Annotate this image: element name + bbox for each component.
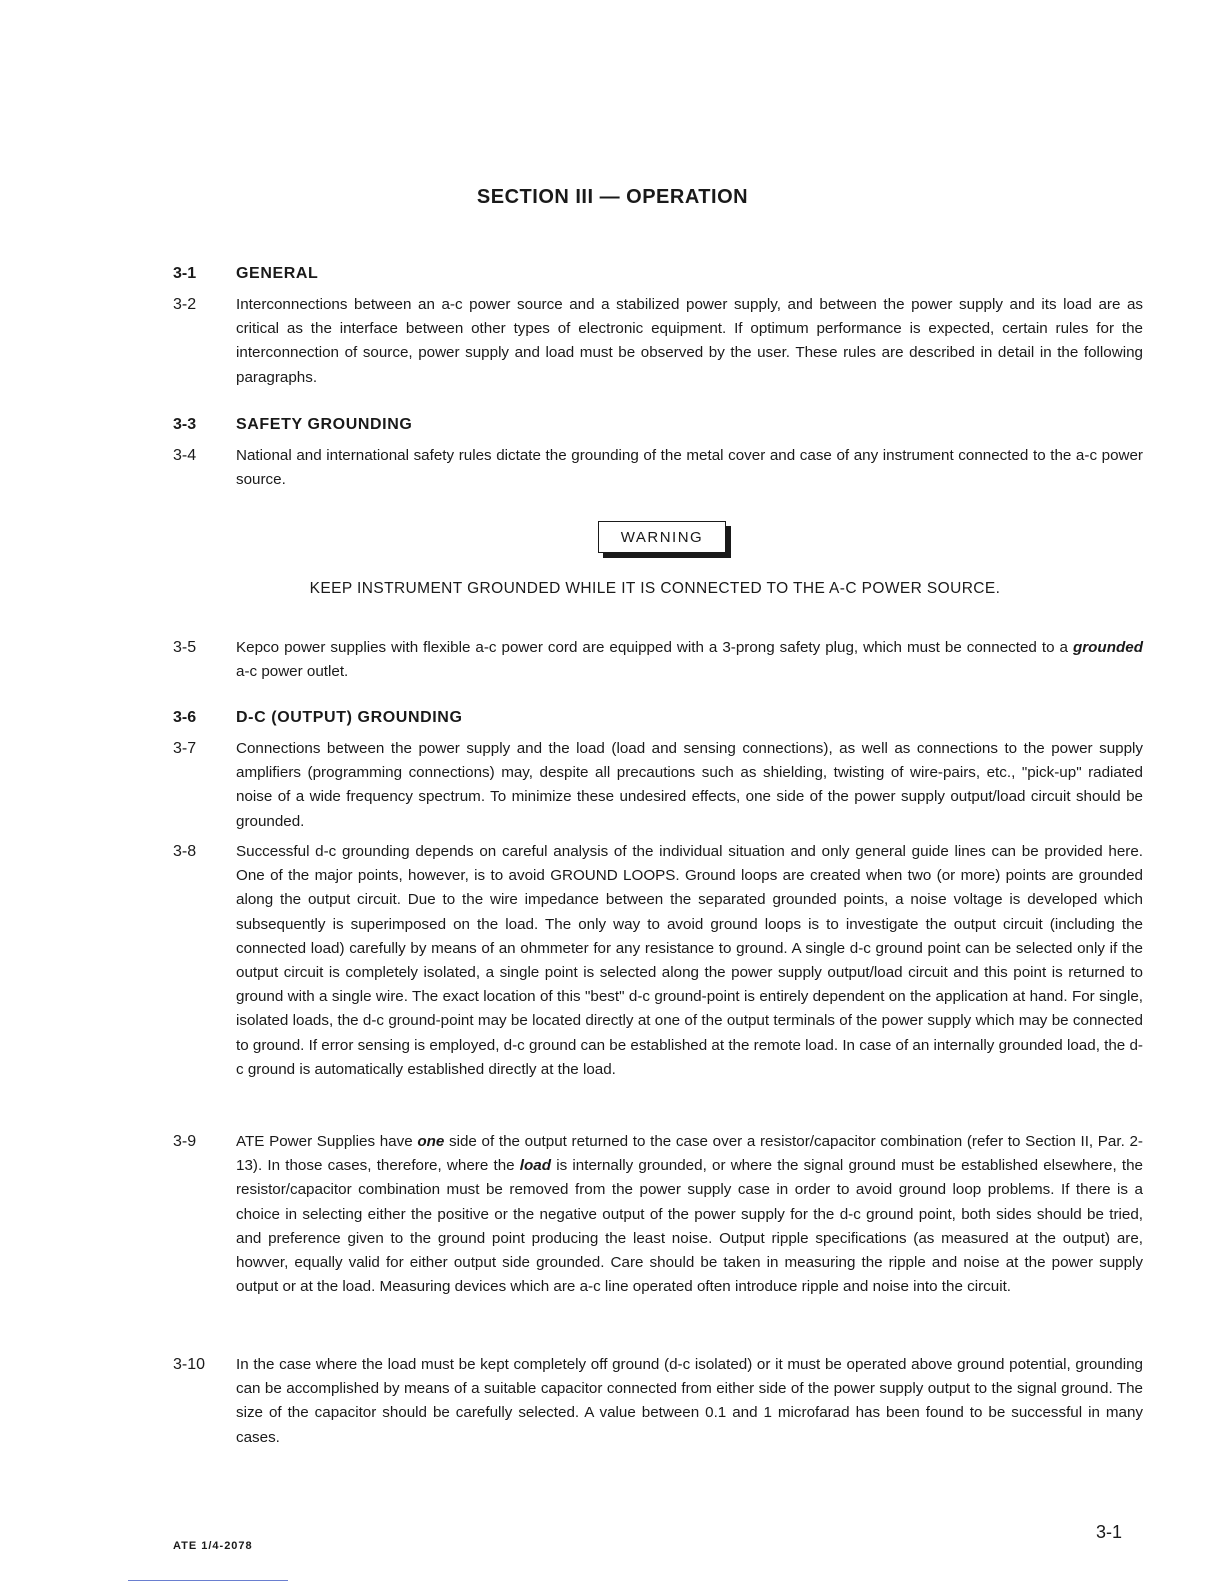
emphasis-text: load (519, 1157, 552, 1175)
paragraph-number: 3-8 (173, 843, 197, 860)
paragraph-number: 3-10 (173, 1356, 206, 1373)
emphasis-text: grounded (1072, 639, 1143, 656)
warning-label: WARNING (620, 528, 704, 546)
paragraph-number: 3-6 (173, 709, 197, 726)
paragraph-number: 3-9 (173, 1133, 197, 1150)
emphasis-text: one (417, 1133, 445, 1150)
paragraph-number: 3-3 (173, 416, 197, 433)
paragraph-text: a-c power outlet. (236, 663, 349, 681)
section-heading-dc-grounding: D-C (OUTPUT) GROUNDING (236, 709, 463, 726)
paragraph-number: 3-4 (173, 447, 197, 464)
paragraph-text: ATE Power Supplies have (236, 1133, 418, 1150)
page-number: 3-1 (1096, 1522, 1123, 1542)
paragraph-3-9 (236, 1130, 1143, 1299)
section-heading-safety-grounding: SAFETY GROUNDING (236, 416, 413, 433)
paragraph-number: 3-2 (173, 296, 197, 313)
paragraph-3-5 (236, 636, 1143, 684)
section-heading-general: GENERAL (236, 265, 319, 282)
paragraph-3-4: National and international safety rules dictate the grounding of the metal cover and case of any instrument connected to the a-c power source. (236, 447, 1143, 489)
paragraph-3-2: Interconnections between an a-c power source and a stabilized power supply, and between the power supply and its load are as critical as the interface between other types of electronic equipment. If optimum performance is expected, certain rules for the interconnection of source, power supply and load must be observed by the user. These rules are described in detail in the following paragraphs. (236, 296, 1143, 386)
paragraph-text: Kepco power supplies with flexible a-c power cord are equipped with a 3-prong safety plug, which must be connected to a (236, 639, 1073, 656)
paragraph-3-10: In the case where the load must be kept completely off ground (d-c isolated) or it must be operated above ground potential, grounding can be accomplished by means of a suitable capacitor connected from either side of the power supply output to the signal ground. The size of the capacitor should be carefully selected. A value between 0.1 and 1 microfarad has been found to be successful in many cases. (236, 1356, 1143, 1446)
page-title: SECTION III — OPERATION (476, 186, 749, 208)
document-id: ATE 1/4-2078 (173, 1540, 253, 1552)
paragraph-number: 3-7 (173, 740, 197, 757)
paragraph-number: 3-1 (173, 265, 197, 282)
paragraph-text: is internally grounded, or where the signal ground must be established elsewhere, the resistor/capacitor combination must be removed from the power supply case in order to avoid ground loop problems. If there is a choice in selecting either the positive or the negative output of the power supply for the d-c ground point, both sides should be tried, and preference given to the ground point producing the least noise. Output ripple specifications (as measured at the output) are, howver, equally valid for either output side grounded. Care should be taken in measuring the ripple and noise at the power supply output or at the load. Measuring devices which are a-c line operated often introduce ripple and noise into the circuit. (236, 1157, 1143, 1296)
paragraph-number: 3-5 (173, 639, 197, 656)
paragraph-3-7: Connections between the power supply and the load (load and sensing connections), as well as connections to the power supply amplifiers (programming connections) may, despite all precautions such as shielding, twisting of wire-pairs, etc., "pick-up" radiated noise of a wide frequency spectrum. To minimize these undesired effects, one side of the power supply output/load circuit should be grounded. (236, 740, 1143, 830)
divider (128, 1580, 288, 1581)
paragraph-text: side of the output returned to the case over a resistor/capacitor combination (refer to Section II, Par. 2-13). In those cases, therefore, where the (236, 1133, 1143, 1175)
warning-label-box (598, 521, 726, 553)
paragraph-3-8: Successful d-c grounding depends on careful analysis of the individual situation and only general guide lines can be provided here. One of the major points, however, is to avoid GROUND LOOPS. Ground loops are created when two (or more) points are grounded along the output circuit. Due to the wire impedance between the separated grounded points, a noise voltage is developed which subsequently is superimposed on the load. The only way to avoid ground loops is to investigate the output circuit (including the connected load) carefully by means of an ohmmeter for any resistance to ground. A single d-c ground point can be selected only if the output circuit is completely isolated, a single point is selected along the power supply output/load circuit and this point is returned to ground with a single wire. The exact location of this "best" d-c ground-point is entirely dependent on the application at hand. For single, isolated loads, the d-c ground-point may be located directly at one of the output terminals of the power supply which may be connected to ground. If error sensing is employed, d-c ground can be established at the remote load. In case of an internally grounded load, the d-c ground is automatically established directly at the load. (236, 843, 1143, 1078)
warning-text: KEEP INSTRUMENT GROUNDED WHILE IT IS CONNECTED TO THE A-C POWER SOURCE. (309, 580, 1001, 597)
